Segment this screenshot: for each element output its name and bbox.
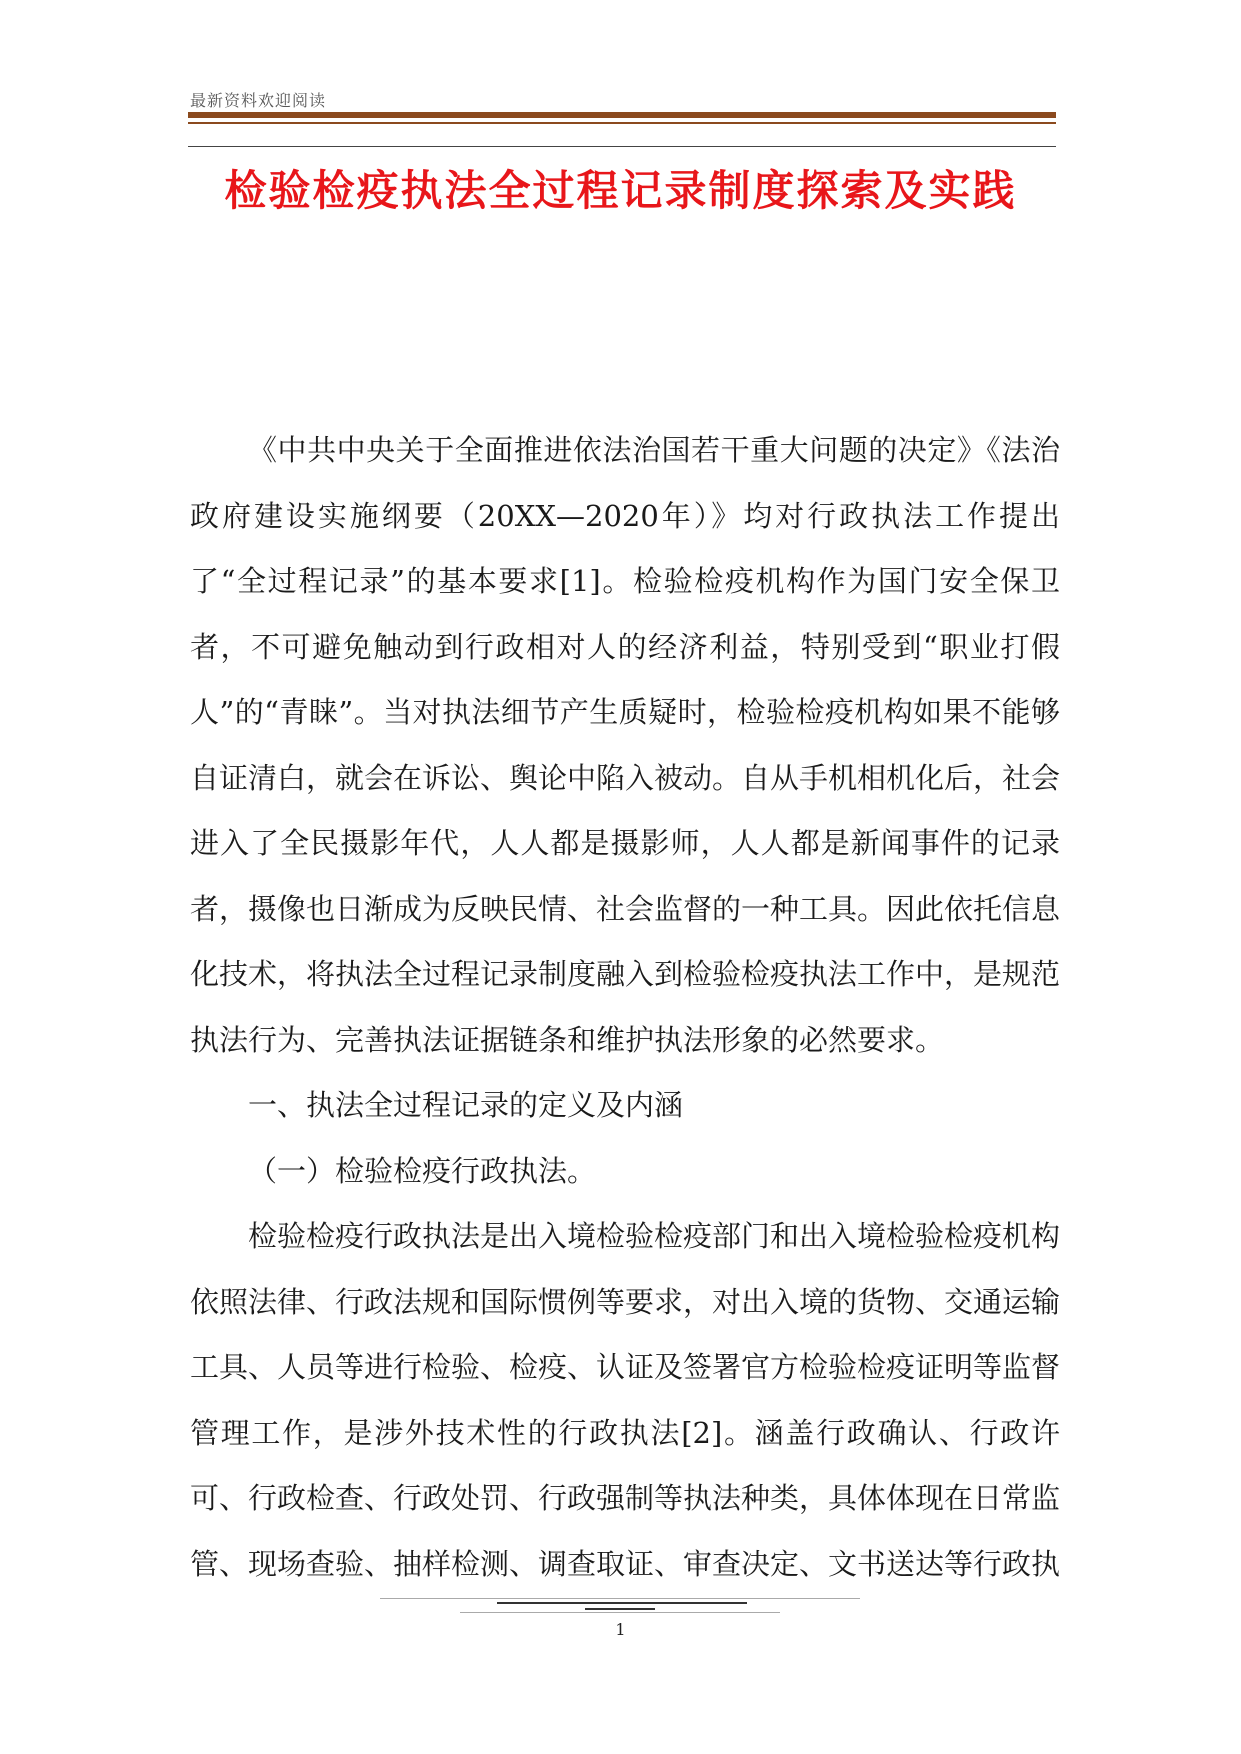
subsection-heading-1: （一）检验检疫行政执法。 (248, 1153, 597, 1188)
footer-rule (585, 1608, 655, 1610)
footer-rule (497, 1602, 747, 1604)
document-body (190, 418, 1060, 1597)
title-top-rule (188, 146, 1056, 147)
header-rule-thin (188, 122, 1056, 124)
header-rule-thick (188, 112, 1056, 118)
paragraph-intro: 《中共中央关于全面推进依法治国若干重大问题的决定》《法治政府建设实施纲要（20XX—2020年）》均对行政执法工作提出了“全过程记录”的基本要求[1]。检验检疫机构作为国门安全保卫者，不可避免触动到行政相对人的经济利益，特别受到“职业打假人”的“青睐”。当对执法细节产生质疑时，检验检疫机构如果不能够自证清白，就会在诉讼、舆论中陷入被动。自从手机相机化后，社会进入了全民摄影年代，人人都是摄影师，人人都是新闻事件的记录者，摄像也日渐成为反映民情、社会监督的一种工具。因此依托信息化技术，将执法全过程记录制度融入到检验检疫执法工作中，是规范执法行为、完善执法证据链条和维护执法形象的必然要求。 (190, 433, 1061, 1057)
page-number: 1 (615, 1620, 626, 1639)
header-text: 最新资料欢迎阅读 (190, 91, 327, 110)
footer-rule (380, 1598, 860, 1599)
document-title: 检验检疫执法全过程记录制度探索及实践 (224, 166, 1017, 215)
footer-rule (460, 1612, 780, 1613)
paragraph-definition: 检验检疫行政执法是出入境检验检疫部门和出入境检验检疫机构依照法律、行政法规和国际惯例等要求，对出入境的货物、交通运输工具、人员等进行检验、检疫、认证及签署官方检验检疫证明等监督管理工作，是涉外技术性的行政执法[2]。涵盖行政确认、行政许可、行政检查、行政处罚、行政强制等执法种类，具体体现在日常监管、现场查验、抽样检测、调查取证、审查决定、文书送达等行政执 (190, 1219, 1061, 1581)
section-heading-1: 一、执法全过程记录的定义及内涵 (248, 1088, 684, 1122)
